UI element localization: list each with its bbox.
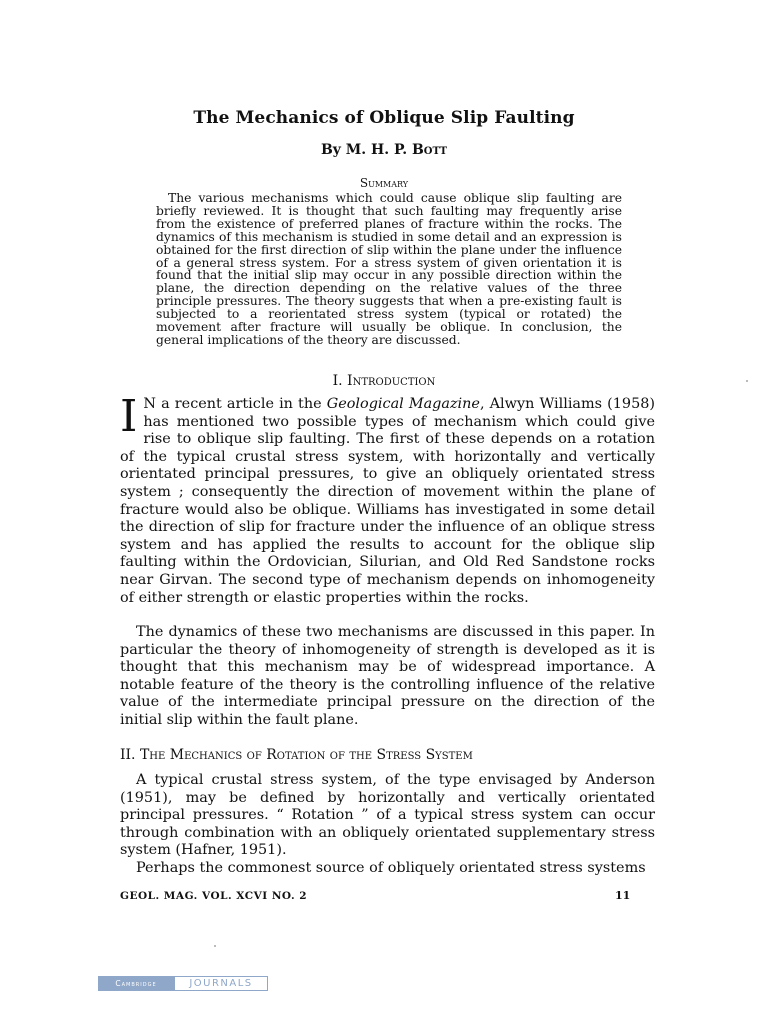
logo-cambridge: Cambridge	[98, 976, 174, 991]
scan-speck	[746, 380, 748, 382]
article-title: The Mechanics of Oblique Slip Faulting	[193, 108, 575, 128]
scan-speck	[214, 945, 216, 947]
section-heading-rotation: II. The Mechanics of Rotation of the Stress System	[120, 747, 473, 763]
intro-p1-start: N a recent article in the	[143, 396, 327, 412]
page-number: 11	[615, 889, 631, 902]
cambridge-journals-logo	[98, 976, 268, 991]
rotation-paragraph-1: A typical crustal stress system, of the type envisaged by Anderson (1951), may be defined by horizontally and vertically orientated principal pressures. “ Rotation ” of a typical stress system can occur through combination with an obliquely orientated supplementary stress system (Hafner, 1951).	[120, 772, 655, 859]
author-name: M. H. P. Bott	[345, 142, 448, 158]
intro-p1-rest: , Alwyn Williams (1958) has mentioned two possible types of mechanism which could give rise to oblique slip faulting. The first of these depends on a rotation of the typical crustal stress system, with horizontally and vertically orientated principal pressures, to give an obliquely orientated stress system ; consequently the direction of movement within the plane of fracture would also be oblique. Williams has investigated in some detail the direction of slip for fracture under the influence of an oblique stress system and has applied the results to account for the oblique slip faulting within the Ordovician, Silurian, and Old Red Sandstone rocks near Girvan. The second type of mechanism depends on inhomogeneity of either strength or elastic properties within the rocks.	[120, 396, 655, 606]
article-author	[0, 142, 768, 158]
journal-reference: GEOL. MAG. VOL. XCVI NO. 2	[120, 890, 308, 902]
intro-paragraph-2: The dynamics of these two mechanisms are discussed in this paper. In particular the theory of inhomogeneity of strength is developed as it is thought that this mechanism may be of widespread importance. A notable feature of the theory is the controlling influence of the relative value of the intermediate principal pressure on the direction of the initial slip within the fault plane.	[120, 624, 655, 728]
journal-name-italic: Geological Magazine	[326, 396, 480, 412]
summary-text: The various mechanisms which could cause oblique slip faulting are briefly reviewed. It is thought that such faulting may frequently arise from the existence of preferred planes of fracture within the rocks. The dynamics of this mechanism is studied in some detail and an expression is obtained for the first direction of slip within the plane under the influence of a general stress system. For a stress system of given orientation it is found that the initial slip may occur in any possible direction within the plane, the direction depending on the relative values of the three principle pressures. The theory suggests that when a pre-existing fault is subjected to a reorientated stress system (typical or rotated) the movement after fracture will usually be oblique. In conclusion, the general implications of the theory are discussed.	[156, 191, 622, 347]
author-prefix: By	[320, 142, 341, 158]
logo-journals: JOURNALS	[174, 976, 268, 991]
rotation-paragraph-2: Perhaps the commonest source of obliquely orientated stress systems	[136, 860, 646, 876]
intro-paragraph-1	[120, 391, 655, 607]
drop-cap: I	[120, 391, 138, 442]
summary-heading: Summary	[359, 176, 409, 190]
section-heading-introduction: I. Introduction	[332, 373, 436, 389]
